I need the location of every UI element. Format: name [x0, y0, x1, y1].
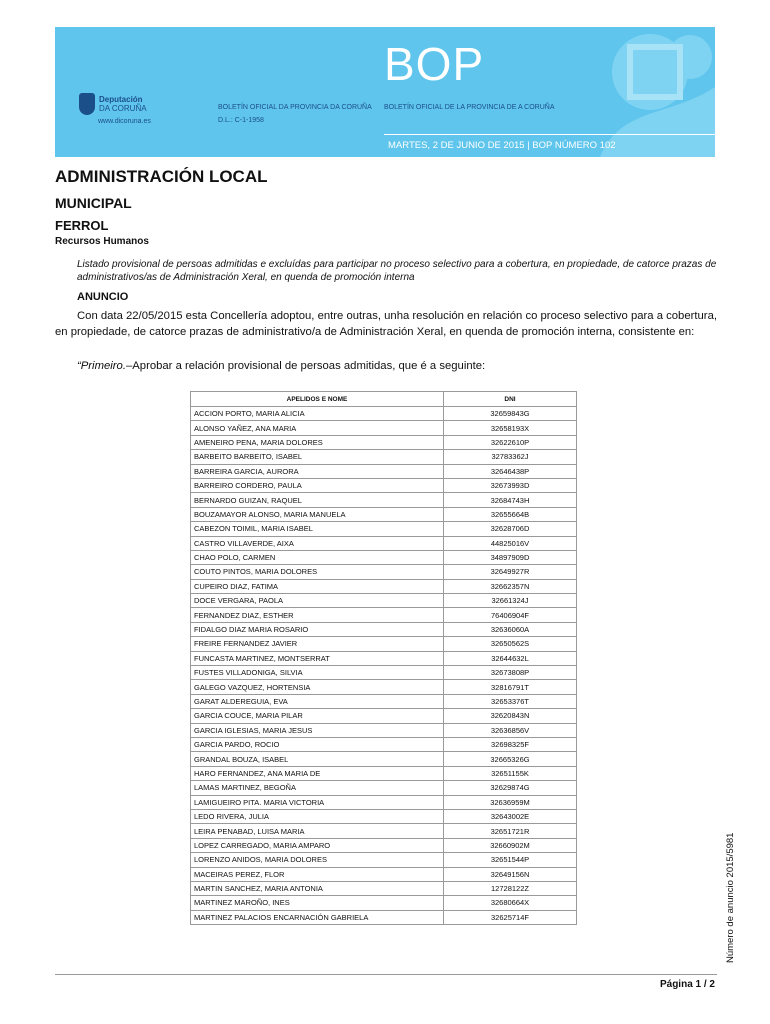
- table-row: [191, 522, 577, 536]
- person-dni: 44825016V: [444, 536, 577, 550]
- person-name: BOUZAMAYOR ALONSO, MARIA MANUELA: [191, 507, 444, 521]
- masthead: [55, 27, 715, 157]
- announcement-summary: Listado provisional de persoas admitidas e excluídas para participar no proceso selectivo para a cobertura, en propiedade, de catorce prazas de administrativos/as de Administración Xeral, en quenda de promoción interna: [77, 259, 717, 283]
- primeiro-paragraph: [77, 360, 485, 372]
- person-dni: 32622610P: [444, 435, 577, 449]
- person-name: GARAT ALDEREGUIA, EVA: [191, 694, 444, 708]
- header-name: APELIDOS E NOME: [191, 392, 444, 407]
- person-name: GARCIA PARDO, ROCIO: [191, 737, 444, 751]
- table-row: [191, 709, 577, 723]
- person-name: LORENZO ANIDOS, MARIA DOLORES: [191, 853, 444, 867]
- person-name: LEIRA PENABAD, LUISA MARIA: [191, 824, 444, 838]
- person-dni: 34897909D: [444, 550, 577, 564]
- person-name: GRANDAL BOUZA, ISABEL: [191, 752, 444, 766]
- person-name: HARO FERNANDEZ, ANA MARIA DE: [191, 766, 444, 780]
- person-dni: 32636856V: [444, 723, 577, 737]
- person-dni: 32660902M: [444, 838, 577, 852]
- person-name: BARBEITO BARBEITO, ISABEL: [191, 450, 444, 464]
- person-dni: 32673993D: [444, 478, 577, 492]
- person-name: FUNCASTA MARTINEZ, MONTSERRAT: [191, 651, 444, 665]
- primeiro-text: –Aprobar a relación provisional de persoas admitidas, que é a seguinte:: [125, 360, 486, 372]
- page-number: Página 1 / 2: [659, 979, 715, 990]
- deputacion-logo: [79, 93, 147, 115]
- person-dni: 32649927R: [444, 565, 577, 579]
- person-dni: 32698325F: [444, 737, 577, 751]
- person-name: GARCIA COUCE, MARIA PILAR: [191, 709, 444, 723]
- person-name: LAMAS MARTINEZ, BEGOÑA: [191, 781, 444, 795]
- person-name: COUTO PINTOS, MARIA DOLORES: [191, 565, 444, 579]
- person-dni: 32636060A: [444, 622, 577, 636]
- table-row: [191, 493, 577, 507]
- person-name: MARTINEZ MAROÑO, INES: [191, 896, 444, 910]
- table-row: [191, 565, 577, 579]
- person-dni: 32662357N: [444, 579, 577, 593]
- person-dni: 32651544P: [444, 853, 577, 867]
- crest-icon: [79, 93, 95, 115]
- issue-date: MARTES, 2 DE JUNIO DE 2015 | BOP NÚMERO 102: [388, 140, 616, 151]
- announcement-number: Número de anuncio 2015/5981: [725, 832, 736, 963]
- person-name: BARREIRA GARCIA, AURORA: [191, 464, 444, 478]
- person-name: FIDALGO DIAZ MARIA ROSARIO: [191, 622, 444, 636]
- table-row: [191, 795, 577, 809]
- table-row: [191, 536, 577, 550]
- table-row: [191, 752, 577, 766]
- table-row: [191, 651, 577, 665]
- person-dni: 32625714F: [444, 910, 577, 924]
- header-divider: [384, 134, 715, 135]
- table-row: [191, 407, 577, 421]
- person-dni: 32658193X: [444, 421, 577, 435]
- person-name: CHAO POLO, CARMEN: [191, 550, 444, 564]
- person-dni: 32636959M: [444, 795, 577, 809]
- logo-line2: DA CORUÑA: [99, 104, 147, 113]
- table-row: [191, 608, 577, 622]
- footer-divider: [55, 974, 717, 975]
- table-row: [191, 737, 577, 751]
- table-row: [191, 881, 577, 895]
- table-row: [191, 694, 577, 708]
- primeiro-label: “Primeiro.: [77, 360, 126, 372]
- person-name: ALONSO YAÑEZ, ANA MARIA: [191, 421, 444, 435]
- person-name: BARREIRO CORDERO, PAULA: [191, 478, 444, 492]
- person-dni: 32684743H: [444, 493, 577, 507]
- person-dni: 32661324J: [444, 594, 577, 608]
- person-dni: 32628706D: [444, 522, 577, 536]
- person-dni: 32651721R: [444, 824, 577, 838]
- table-row: [191, 550, 577, 564]
- table-row: [191, 910, 577, 924]
- bulletin-name-galician: BOLETÍN OFICIAL DA PROVINCIA DA CORUÑA: [218, 104, 372, 111]
- table-row: [191, 809, 577, 823]
- table-header-row: [191, 392, 577, 407]
- person-dni: 32680664X: [444, 896, 577, 910]
- table-row: [191, 450, 577, 464]
- header-dni: DNI: [444, 392, 577, 407]
- person-dni: 32783362J: [444, 450, 577, 464]
- legal-deposit: D.L.: C-1-1958: [218, 117, 264, 124]
- table-row: [191, 478, 577, 492]
- table-row: [191, 435, 577, 449]
- person-name: LOPEZ CARREGADO, MARIA AMPARO: [191, 838, 444, 852]
- person-dni: 32816791T: [444, 680, 577, 694]
- table-row: [191, 766, 577, 780]
- table-row: [191, 622, 577, 636]
- bop-title: BOP: [384, 38, 485, 90]
- person-name: LAMIGUEIRO PITA. MARIA VICTORIA: [191, 795, 444, 809]
- person-name: GARCIA IGLESIAS, MARIA JESUS: [191, 723, 444, 737]
- person-dni: 32659843G: [444, 407, 577, 421]
- section-title: ADMINISTRACIÓN LOCAL: [55, 167, 268, 186]
- table-row: [191, 896, 577, 910]
- person-dni: 32665326G: [444, 752, 577, 766]
- table-row: [191, 838, 577, 852]
- table-row: [191, 421, 577, 435]
- table-row: [191, 637, 577, 651]
- website-link[interactable]: www.dicoruna.es: [98, 118, 151, 125]
- masthead-decoration: [540, 27, 715, 157]
- person-name: CABEZON TOIMIL, MARIA ISABEL: [191, 522, 444, 536]
- person-dni: 32643002E: [444, 809, 577, 823]
- person-name: BERNARDO GUIZAN, RAQUEL: [191, 493, 444, 507]
- person-name: LEDO RIVERA, JULIA: [191, 809, 444, 823]
- person-dni: 32649156N: [444, 867, 577, 881]
- table-row: [191, 824, 577, 838]
- person-dni: 32673808P: [444, 666, 577, 680]
- table-row: [191, 853, 577, 867]
- municipality-title: FERROL: [55, 218, 109, 233]
- person-name: CUPEIRO DIAZ, FATIMA: [191, 579, 444, 593]
- person-dni: 32644632L: [444, 651, 577, 665]
- person-dni: 32629874G: [444, 781, 577, 795]
- person-name: GALEGO VAZQUEZ, HORTENSIA: [191, 680, 444, 694]
- person-name: MARTINEZ PALACIOS ENCARNACIÓN GABRIELA: [191, 910, 444, 924]
- person-name: FUSTES VILLADONIGA, SILVIA: [191, 666, 444, 680]
- bulletin-name-spanish: BOLETÍN OFICIAL DE LA PROVINCIA DE A CORUÑA: [384, 104, 555, 111]
- table-row: [191, 867, 577, 881]
- table-row: [191, 781, 577, 795]
- person-name: CASTRO VILLAVERDE, AIXA: [191, 536, 444, 550]
- person-dni: 32650562S: [444, 637, 577, 651]
- table-row: [191, 507, 577, 521]
- person-name: FREIRE FERNANDEZ JAVIER: [191, 637, 444, 651]
- table-row: [191, 594, 577, 608]
- department-title: Recursos Humanos: [55, 236, 149, 247]
- person-dni: 76406904F: [444, 608, 577, 622]
- person-dni: 32655664B: [444, 507, 577, 521]
- person-dni: 12728122Z: [444, 881, 577, 895]
- anuncio-heading: ANUNCIO: [77, 291, 129, 303]
- subsection-title: MUNICIPAL: [55, 195, 132, 211]
- body-paragraph: Con data 22/05/2015 esta Concellería adoptou, entre outras, unha resolución en relación co proceso selectivo para a cobertura, en propiedade, de catorce prazas de administrativo/a de Administración Xeral, en quenda de promoción interna, consistente en:: [55, 310, 717, 338]
- admitted-table: [190, 391, 577, 925]
- person-dni: 32651155K: [444, 766, 577, 780]
- logo-line1: Deputación: [99, 95, 143, 104]
- person-dni: 32620843N: [444, 709, 577, 723]
- person-name: ACCION PORTO, MARIA ALICIA: [191, 407, 444, 421]
- person-name: AMENEIRO PENA, MARIA DOLORES: [191, 435, 444, 449]
- table-row: [191, 666, 577, 680]
- person-name: DOCE VERGARA, PAOLA: [191, 594, 444, 608]
- table-row: [191, 579, 577, 593]
- person-name: MARTIN SANCHEZ, MARIA ANTONIA: [191, 881, 444, 895]
- person-dni: 32646438P: [444, 464, 577, 478]
- person-dni: 32653376T: [444, 694, 577, 708]
- table-row: [191, 723, 577, 737]
- person-name: MACEIRAS PEREZ, FLOR: [191, 867, 444, 881]
- table-row: [191, 464, 577, 478]
- table-row: [191, 680, 577, 694]
- person-name: FERNANDEZ DIAZ, ESTHER: [191, 608, 444, 622]
